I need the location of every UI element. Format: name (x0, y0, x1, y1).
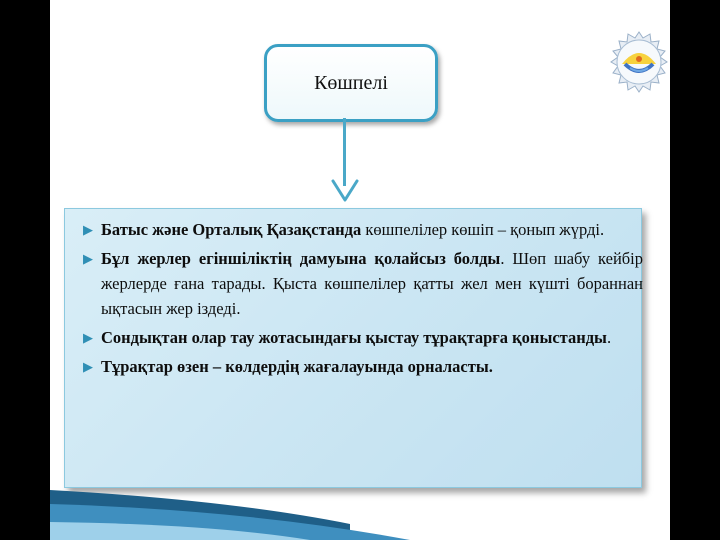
bullet-bold-text: Батыс және Орталық Қазақстанда (101, 220, 362, 239)
slide (50, 0, 670, 540)
left-letterbox (0, 0, 50, 540)
bullet-item (83, 246, 643, 321)
triangle-right-icon: ▶ (83, 330, 93, 345)
right-letterbox (670, 0, 720, 540)
bullet-bold-text: Сондықтан олар тау жотасындағы қыстау тұрақтарға қоныстанды (101, 328, 607, 347)
slide-title: Көшпелі (314, 71, 388, 94)
bullet-text: көшпелілер көшіп – қонып жүрді. (361, 220, 605, 239)
triangle-right-icon: ▶ (83, 251, 93, 266)
bullet-bold-text: Тұрақтар өзен – көлдердің жағалауында орналасты. (101, 357, 493, 376)
emblem-logo-icon (608, 30, 670, 100)
decorative-swoosh (50, 482, 670, 540)
triangle-right-icon: ▶ (83, 359, 93, 374)
bullet-text: . (606, 328, 612, 347)
bullet-bold-text: Бұл жерлер егіншіліктің дамуына қолайсыз болды (101, 249, 501, 268)
bullet-list (83, 217, 643, 383)
bullet-item (83, 354, 643, 379)
title-box (264, 44, 438, 122)
content-box (64, 208, 642, 488)
triangle-right-icon: ▶ (83, 222, 93, 237)
bullet-item (83, 325, 643, 350)
arrow-down-icon (330, 178, 360, 204)
bullet-text: . Шөп шабу кейбір жерлерде ғана тарады. Қыста көшпелілер қатты жел мен күшті бораннан ықтасын жер іздеді. (101, 249, 643, 318)
connector-line (343, 118, 346, 186)
bullet-item (83, 217, 643, 242)
